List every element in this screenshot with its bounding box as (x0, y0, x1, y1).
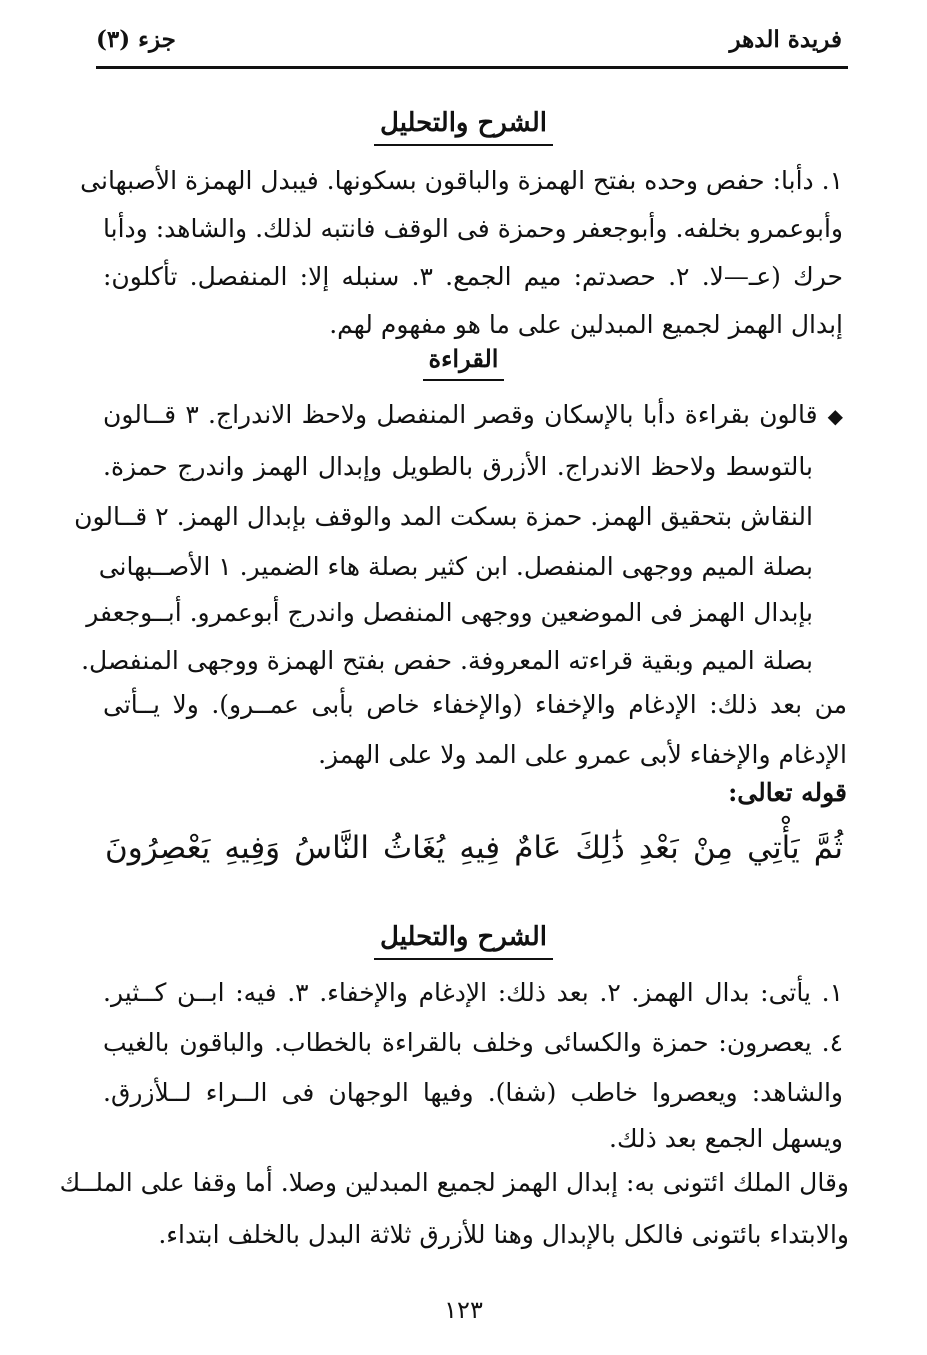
text-line: الإدغام والإخفاء لأبى عمرو على المد ولا على الهمز. (318, 740, 847, 769)
text-line: والابتداء بائتونى فالكل بالإبدال وهنا للأزرق ثلاثة البدل بالخلف ابتداء. (158, 1220, 849, 1249)
text-line: بصلة الميم وبقية قراءته المعروفة. حفص بفتح الهمزة ووجهى المنفصل. (81, 646, 813, 675)
text-line: وأبوعمرو بخلفه. وأبوجعفر وحمزة فى الوقف فانتبه لذلك. والشاهد: ودأبا (103, 214, 843, 243)
text-line: بالتوسط ولاحظ الاندراج. الأزرق بالطويل وإبدال الهمز واندرج حمزة. (103, 452, 813, 481)
text-line: إبدال الهمز لجميع المبدلين على ما هو مفهوم لهم. (329, 310, 843, 339)
text-line: ٤. يعصرون: حمزة والكسائى وخلف بالقراءة بالخطاب. والباقون بالغيب (103, 1028, 843, 1057)
text-line: من بعد ذلك: الإدغام والإخفاء (والإخفاء خاص بأبى عمــرو). ولا يــأتى (103, 690, 847, 719)
page-number: ١٢٣ (444, 1296, 483, 1324)
text-line: ◆قالون بقراءة دأبا بالإسكان وقصر المنفصل ولاحظ الاندراج. ٣ قــالون (103, 398, 843, 433)
text-line: ويسهل الجمع بعد ذلك. (609, 1124, 843, 1153)
text-line: ١. دأبا: حفص وحده بفتح الهمزة والباقون بسكونها. فيبدل الهمزة الأصبهانى (80, 166, 843, 195)
text-line: بصلة الميم ووجهى المنفصل. ابن كثير بصلة هاء الضمير. ١ الأصــبهانى (98, 552, 813, 581)
book-title: فريدة الدهر (729, 26, 842, 53)
text-line: النقاش بتحقيق الهمز. حمزة بسكت المد والوقف بإبدال الهمز. ٢ قــالون (74, 502, 813, 531)
section-heading-explanation: الشرح والتحليل (0, 108, 927, 146)
text-line: ١. يأتى: بدال الهمز. ٢. بعد ذلك: الإدغام والإخفاء. ٣. فيه: ابــن كــثير. (103, 978, 843, 1007)
part-number: جزء (٣) (96, 26, 176, 53)
quran-verse: ثُمَّ يَأْتِي مِنْ بَعْدِ ذَٰلِكَ عَامٌ فِيهِ يُغَاثُ النَّاسُ وَفِيهِ يَعْصِرُونَ (105, 830, 843, 866)
bullet-diamond-icon: ◆ (827, 404, 843, 428)
text-line: حرك (عـ—لا. ٢. حصدتم: ميم الجمع. ٣. سنبله إلا: المنفصل. تأكلون: (103, 262, 843, 291)
section-heading-explanation-2: الشرح والتحليل (0, 922, 927, 960)
section-heading-reading: القراءة (0, 344, 927, 381)
text-line: وقال الملك ائتونى به: إبدال الهمز لجميع المبدلين وصلا. أما وقفا على الملــك (59, 1168, 849, 1197)
text-line: بإبدال الهمز فى الموضعين ووجهى المنفصل واندرج أبوعمرو. أبــوجعفر (86, 598, 813, 627)
verse-intro: قوله تعالى: (728, 778, 847, 807)
text-line: والشاهد: ويعصروا خاطب (شفا). وفيها الوجهان فى الــراء لــلأزرق. (103, 1078, 843, 1107)
header-rule (96, 66, 848, 69)
